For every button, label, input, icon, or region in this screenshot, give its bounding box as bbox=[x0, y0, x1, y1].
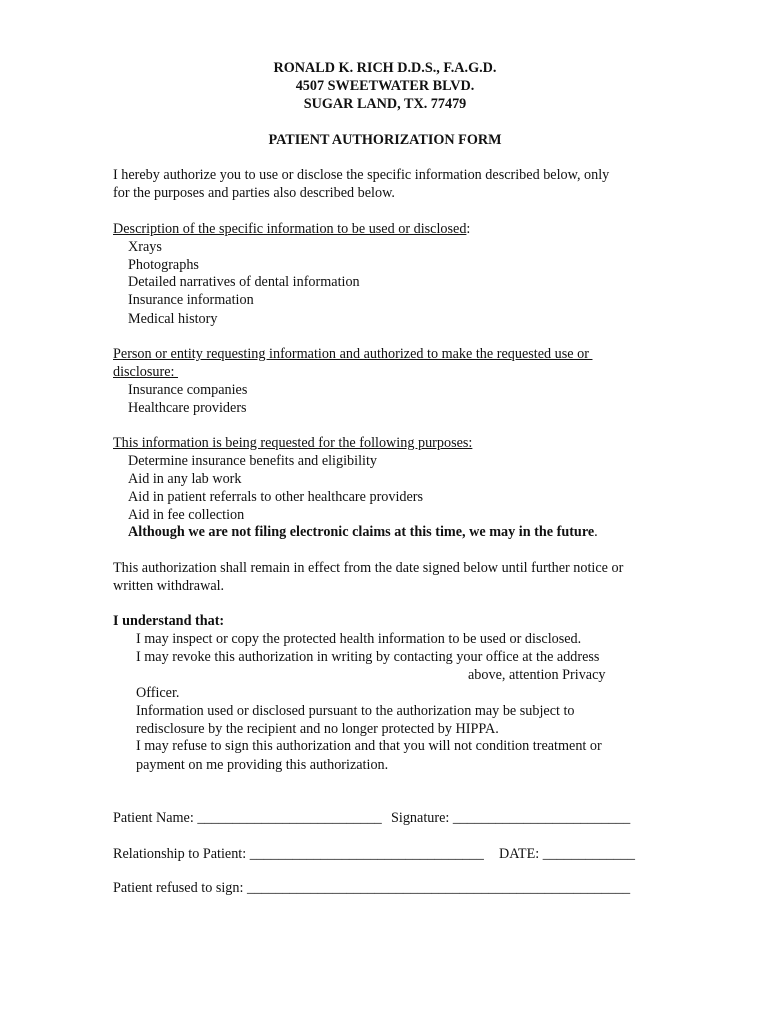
list-item: Insurance companies bbox=[128, 382, 248, 398]
practice-name: RONALD K. RICH D.D.S., F.A.G.D. bbox=[273, 60, 497, 76]
relationship-field[interactable]: Relationship to Patient: _________________________________ bbox=[113, 846, 484, 862]
list-item: Medical history bbox=[128, 311, 218, 327]
effect-line-2: written withdrawal. bbox=[113, 578, 225, 594]
understand-line: I may inspect or copy the protected health information to be used or disclosed. bbox=[136, 631, 582, 647]
list-item: Determine insurance benefits and eligibility bbox=[128, 453, 377, 469]
list-item: Aid in fee collection bbox=[128, 507, 245, 523]
patient-refused-field[interactable]: Patient refused to sign: ______________________________________________________ bbox=[113, 880, 631, 896]
signature-field[interactable]: Signature: _________________________ bbox=[391, 810, 631, 826]
description-heading-text: Description of the specific information to be used or disclosed bbox=[113, 221, 467, 237]
understand-line: payment on me providing this authorization. bbox=[136, 757, 389, 773]
understand-line: I may refuse to sign this authorization and that you will not condition treatment or bbox=[136, 738, 602, 754]
understand-line: Officer. bbox=[136, 685, 180, 701]
form-title: PATIENT AUTHORIZATION FORM bbox=[268, 132, 502, 148]
understand-line: redisclosure by the recipient and no longer protected by HIPPA. bbox=[136, 721, 499, 737]
effect-line-1: This authorization shall remain in effect from the date signed below until further notice or bbox=[113, 560, 624, 576]
requester-heading-line-1: Person or entity requesting information and authorized to make the requested use or bbox=[113, 346, 593, 362]
electronic-claims-note bbox=[128, 523, 598, 541]
list-item: Xrays bbox=[128, 239, 162, 255]
patient-name-field[interactable]: Patient Name: __________________________ bbox=[113, 810, 382, 826]
understand-line: above, attention Privacy bbox=[468, 667, 606, 683]
electronic-claims-note-period: . bbox=[594, 524, 598, 540]
understand-line: Information used or disclosed pursuant to the authorization may be subject to bbox=[136, 703, 575, 719]
list-item: Aid in patient referrals to other healthcare providers bbox=[128, 489, 424, 505]
practice-street: 4507 SWEETWATER BLVD. bbox=[295, 78, 475, 94]
intro-line-1: I hereby authorize you to use or disclose the specific information described below, only bbox=[113, 167, 610, 183]
purposes-heading: This information is being requested for the following purposes: bbox=[113, 435, 473, 451]
practice-city: SUGAR LAND, TX. 77479 bbox=[303, 96, 467, 112]
date-field[interactable]: DATE: _____________ bbox=[499, 846, 635, 862]
description-heading bbox=[113, 220, 470, 238]
requester-heading-line-2: disclosure: bbox=[113, 364, 179, 380]
list-item: Insurance information bbox=[128, 292, 254, 308]
description-heading-colon: : bbox=[466, 221, 471, 237]
list-item: Detailed narratives of dental information bbox=[128, 274, 360, 290]
list-item: Healthcare providers bbox=[128, 400, 247, 416]
understand-line: I may revoke this authorization in writing by contacting your office at the address bbox=[136, 649, 600, 665]
understand-heading: I understand that: bbox=[113, 613, 225, 629]
electronic-claims-note-text: Although we are not filing electronic claims at this time, we may in the future bbox=[128, 524, 595, 540]
intro-line-2: for the purposes and parties also described below. bbox=[113, 185, 395, 201]
list-item: Photographs bbox=[128, 257, 199, 273]
list-item: Aid in any lab work bbox=[128, 471, 242, 487]
